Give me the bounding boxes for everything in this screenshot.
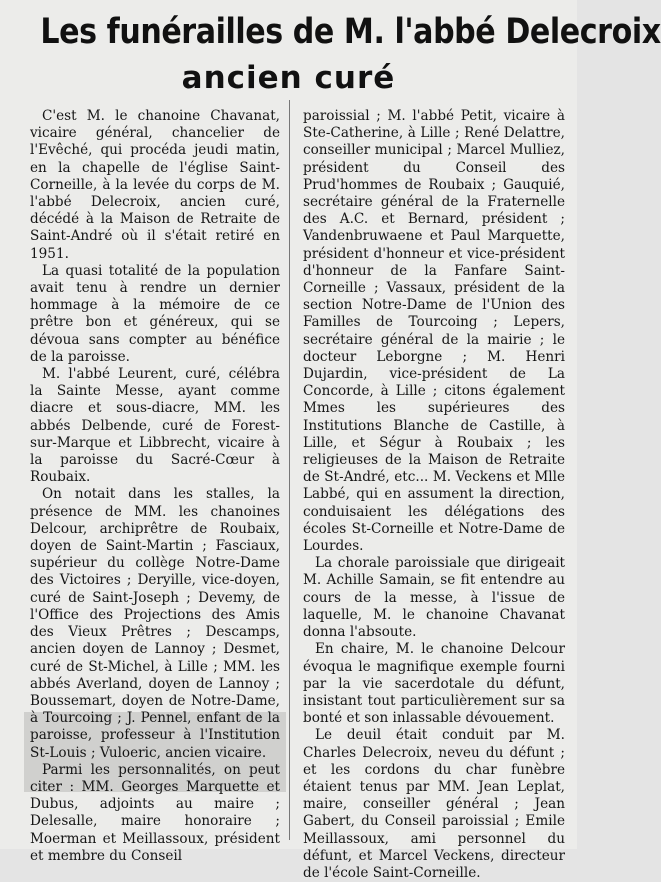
paragraph: La chorale paroissiale que dirigeait M. Achille Samain, se fit entendre au cours de la messe, à l'issue de laquelle, M. le chanoine Chavanat donna l'absoute.	[303, 555, 565, 641]
right-column	[303, 108, 565, 882]
article-headline: Les funérailles de M. l'abbé Delecroix	[40, 12, 661, 52]
paragraph: C'est M. le chanoine Chavanat, vicaire général, chancelier de l'Evêché, qui procéda jeudi matin, en la chapelle de l'église Saint-Corneille, à la levée du corps de M. l'abbé Delecroix, ancien curé, décédé à la Maison de Retraite de Saint-André où il s'était retiré en 1951.	[30, 108, 280, 262]
paragraph: En chaire, M. le chanoine Delcour évoqua le magnifique exemple fourni par la vie sacerdotale du défunt, insistant tout particulièrement sur sa bonté et son inlassable dévouement.	[303, 641, 565, 727]
paragraph: M. l'abbé Leurent, curé, célébra la Sainte Messe, ayant comme diacre et sous-diacre, MM. les abbés Delbende, curé de Forest-sur-Marque et Libbrecht, vicaire à la paroisse du Sacré-Cœur à Roubaix.	[30, 366, 280, 486]
paragraph: Parmi les personnalités, on peut citer : MM. Georges Marquette et Dubus, adjoints au maire ; Delesalle, maire honoraire ; Moerman et Meillassoux, président et membre du Conseil	[30, 761, 280, 864]
left-column	[30, 108, 280, 865]
paragraph: On notait dans les stalles, la présence de MM. les chanoines Delcour, archiprêtre de Roubaix, doyen de Saint-Martin ; Fasciaux, supérieur du collège Notre-Dame des Victoires ; Deryille, vice-doyen, curé de Saint-Joseph ; Devemy, de l'Office des Projections des Amis des Vieux Prêtres ; Descamps, ancien doyen de Lannoy ; Desmet, curé de St-Michel, à Lille ; MM. les abbés Averland, doyen de Lannoy ; Boussemart, doyen de Notre-Dame, à Tourcoing ; J. Pennel, enfant de la paroisse, professeur à l'Institution St-Louis ; Vuloeric, ancien vicaire.	[30, 486, 280, 761]
article-subhead: ancien curé	[181, 60, 396, 96]
paragraph: La quasi totalité de la population avait tenu à rendre un dernier hommage à la mémoire de ce prêtre bon et généreux, qui se dévoua sans compter au bénéfice de la paroisse.	[30, 262, 280, 365]
paragraph: Le deuil était conduit par M. Charles Delecroix, neveu du défunt ; et les cordons du char funèbre étaient tenus par MM. Jean Leplat, maire, conseiller général ; Jean Gabert, du Conseil paroissial ; Emile Meillassoux, ami personnel du défunt, et Marcel Veckens, directeur de l'école Saint-Corneille.	[303, 727, 565, 881]
column-divider	[289, 100, 290, 840]
paragraph: paroissial ; M. l'abbé Petit, vicaire à Ste-Catherine, à Lille ; René Delattre, conseiller municipal ; Marcel Mulliez, président du Conseil des Prud'hommes de Roubaix ; Gauquié, secrétaire général de la Fraternelle des A.C. et Bernard, président ; Vandenbruwaene et Paul Marquette, président d'honneur et vice-président d'honneur de la Fanfare Saint-Corneille ; Vassaux, président de la section Notre-Dame de l'Union des Familles de Tourcoing ; Lepers, secrétaire général de la mairie ; le docteur Leborgne ; M. Henri Dujardin, vice-président de La Concorde, à Lille ; citons également Mmes les supérieures des Institutions Blanche de Castille, à Lille, et Ségur à Roubaix ; les religieuses de la Maison de Retraite de St-André, etc... M. Veckens et Mlle Labbé, qui en assument la direction, conduisaient les délégations des écoles St-Corneille et Notre-Dame de Lourdes.	[303, 108, 565, 555]
